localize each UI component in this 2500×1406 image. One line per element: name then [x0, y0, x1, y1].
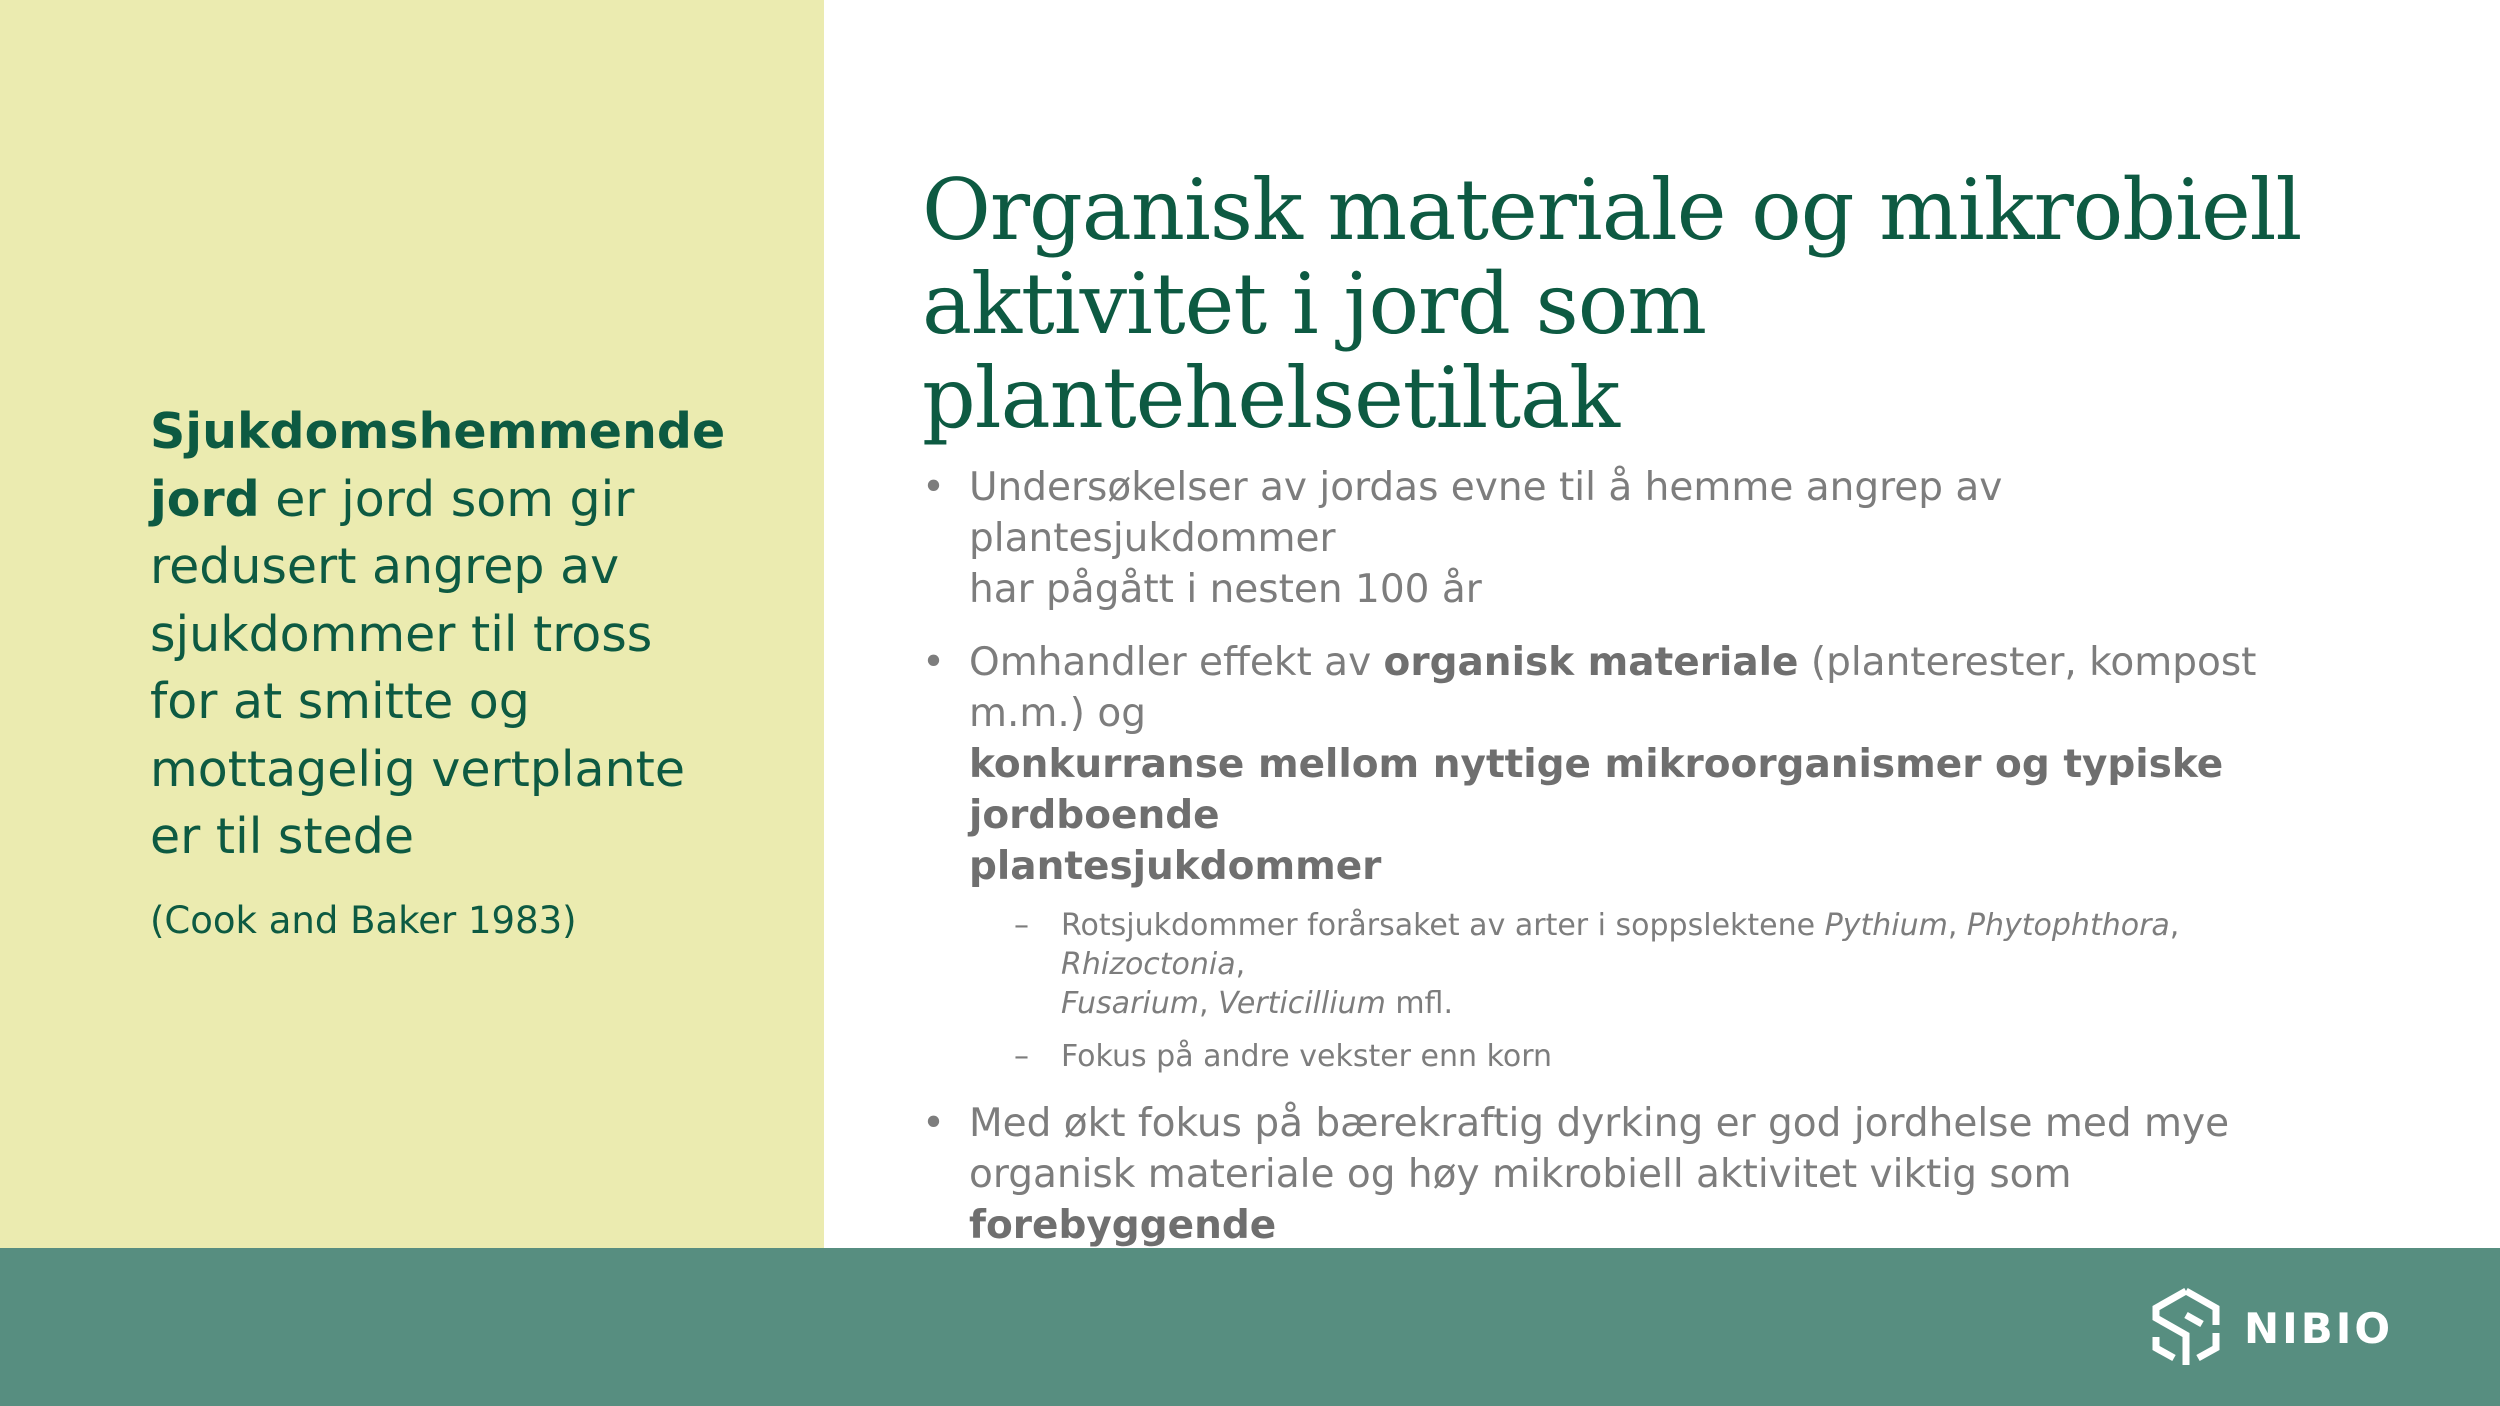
genus-name: Pythium	[1824, 908, 1948, 943]
definition-line: redusert angrep av	[150, 538, 620, 595]
bullet-item	[922, 462, 2372, 615]
bullet-text: organisk materiale og høy mikrobiell aktivitet viktig som	[969, 1152, 2072, 1197]
bullet-text: Undersøkelser av jordas evne til å hemme angrep av plantesjukdommer	[969, 465, 2003, 561]
bullet-list	[922, 462, 2372, 1324]
sub-bullet-item	[969, 1037, 2372, 1076]
footer-bar	[0, 1248, 2500, 1406]
nibio-logo-icon	[2150, 1287, 2222, 1369]
sub-bullet-dash: –	[1014, 908, 1029, 943]
sub-bullet-text: mfl.	[1385, 986, 1453, 1021]
logo-text: NIBIO	[2244, 1303, 2394, 1353]
separator: ,	[2169, 908, 2180, 943]
genus-name: Phytophthora	[1966, 908, 2170, 943]
definition-term-cont: jord	[150, 470, 260, 528]
separator: ,	[1235, 947, 1246, 982]
left-panel	[0, 0, 824, 1248]
bullet-bold: forebyggende	[969, 1203, 1277, 1248]
sub-bullet-item	[969, 906, 2372, 1023]
definition-line: sjukdommer til tross	[150, 605, 653, 663]
nibio-logo	[2150, 1286, 2393, 1370]
slide-title	[922, 163, 2422, 445]
separator: ,	[1198, 986, 1219, 1021]
sub-bullet-text: Fokus på andre vekster enn korn	[1061, 1039, 1553, 1074]
bullet-text: har pågått i nesten 100 år	[969, 567, 1482, 612]
sub-bullet-list	[969, 906, 2372, 1076]
bullet-text: Med økt fokus på bærekraftig dyrking er god jordhelse med mye	[969, 1101, 2230, 1146]
definition-line: mottagelig vertplante	[150, 740, 685, 798]
bullet-item	[922, 637, 2372, 1076]
bullet-bold: plantesjukdommer	[969, 844, 1382, 889]
bullet-text: (planterester, kompost m.m.) og	[969, 640, 2257, 736]
bullet-dot: •	[922, 465, 946, 510]
separator: ,	[1947, 908, 1967, 943]
definition-line: for at smitte og	[150, 673, 530, 730]
sub-bullet-text: Rotsjukdommer forårsaket av arter i soppslektene	[1061, 908, 1825, 943]
genus-name: Rhizoctonia	[1061, 947, 1236, 982]
bullet-bold: konkurranse mellom nyttige mikroorganismer og typiske jordboende	[969, 742, 2224, 838]
definition-line: er til stede	[150, 808, 415, 865]
title-line-1: Organisk materiale og mikrobiell	[922, 161, 2302, 259]
definition-text	[150, 398, 750, 871]
sub-bullet-dash: –	[1014, 1039, 1029, 1074]
definition-line: er jord som gir	[259, 470, 635, 528]
title-line-2: aktivitet i jord som plantehelsetiltak	[922, 255, 1706, 447]
genus-name: Fusarium	[1061, 986, 1199, 1021]
citation: (Cook and Baker 1983)	[150, 899, 577, 942]
genus-name: Verticillium	[1218, 986, 1386, 1021]
bullet-dot: •	[922, 1101, 946, 1146]
definition-term: Sjukdomshemmende	[150, 403, 726, 460]
bullet-dot: •	[922, 640, 946, 685]
bullet-text: Omhandler effekt av	[969, 640, 1384, 685]
bullet-bold: organisk materiale	[1383, 640, 1799, 685]
